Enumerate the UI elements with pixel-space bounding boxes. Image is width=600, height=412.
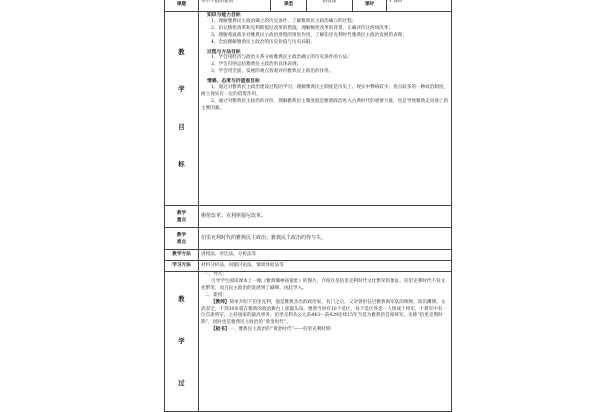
learning-method-text: 材料分析法，问题讨论法，情境体验法等 xyxy=(199,261,452,272)
process-content xyxy=(199,272,452,412)
goals-char-2: 学 xyxy=(178,85,185,94)
process-line: 二、新授： xyxy=(204,292,227,298)
key-points-label-1: 教学 xyxy=(176,210,187,216)
knowledge-item: 4、全面理解雅典民主政治的历史价值与历史局限。 xyxy=(211,39,315,45)
goals-row xyxy=(165,12,452,206)
process-char-1: 教 xyxy=(178,295,185,304)
process-line: 一、导入： xyxy=(204,272,227,277)
topic-value: 卓尔不群的雅典 xyxy=(199,0,271,12)
hours-label: 课时 xyxy=(353,0,387,12)
board-text: 一、雅典民主政治的“黄金时代”——伯里克利时期 xyxy=(229,327,331,333)
process-line: 引导学生阅读课本上一幅《雅典娜神庙遗址》的图片，介绍这是伯里克利时代文化繁荣的象征，伯里克利时代不仅文化繁荣，而且民主政治的发展到了巅峰。由此导入。 xyxy=(201,278,446,291)
lesson-plan-table xyxy=(164,0,452,412)
knowledge-item: 1、理解雅典民主政治确立的历史条件，了解雅典民主政治确立的过程； xyxy=(211,18,357,24)
emotion-item: 2、通过对雅典民主政治的评价，理解雅典民主制度既是雅典政治进入古典时代的重要力量，也是导致雅典走向衰亡的主要因素。 xyxy=(201,98,449,111)
learning-method-label: 学习方法 xyxy=(165,261,199,272)
goals-char-4: 标 xyxy=(178,160,185,169)
hours-value: 1 课时 xyxy=(387,0,452,12)
learning-method-row xyxy=(165,261,452,272)
difficulty-row xyxy=(165,228,452,250)
goals-char-1: 教 xyxy=(178,47,185,56)
knowledge-item: 3、理解希波战争对雅典民主政治进程的推进作用，了解伯里克利时代雅典民主政治发展的表现； xyxy=(211,32,407,38)
process-item: 2、学会归纳总结雅典民主政治的具体表现； xyxy=(211,62,302,68)
process-side-label xyxy=(165,272,199,412)
difficulty-label xyxy=(165,228,199,250)
difficulty-label-1: 教学 xyxy=(176,232,187,238)
goals-side-label xyxy=(165,12,199,206)
goals-content xyxy=(199,12,452,206)
key-points-text: 梭伦改革；克利斯提尼改革。 xyxy=(199,206,452,228)
process-item: 1、学会用经济与政治关系分析雅典民主政治确立的历史条件的方法； xyxy=(211,55,352,61)
teacher-tag: 【教师】 xyxy=(211,299,230,305)
difficulty-label-2: 难点 xyxy=(176,239,187,245)
difficulty-text: 伯里克利时代的雅典民主政治；雅典民主政治的得与失。 xyxy=(199,228,452,250)
teaching-method-text: 讲授法、对比法、分析法等 xyxy=(199,250,452,261)
key-points-label xyxy=(165,206,199,228)
goals-char-3: 目 xyxy=(178,122,185,131)
board-paragraph xyxy=(201,327,449,334)
board-tag: 【板书】 xyxy=(211,327,230,333)
header-row xyxy=(165,0,452,12)
knowledge-title: 知识与能力目标 xyxy=(207,12,241,18)
process-title: 过程与方法目标 xyxy=(207,48,241,55)
teacher-paragraph xyxy=(201,300,449,328)
teacher-text: 简单介绍下伯里克利，他是雅典杰出的政治家，名门之后，父亲曾担任过雅典海军队的统帅，知识渊博。文武双全，不到30岁就在雅典的政治舞台上崭露头角。雅典当时有10个选区，每个选区各选一人组成十将军，十将军中有一位首席将军，主持国家的最高事务。伯里克利从公元前443～前429连续15年当选为雅典的首席将军，史称“伯里克利时期”，同时也是雅典民主政治的“黄金时代”。 xyxy=(201,299,447,326)
emotion-item: 1、通过对雅典民主政治建设过程的学习，理解雅典民主制度是历史上、现实中弊病较少、优点较多的一种政治制度，树立现实有一定的借鉴作用。 xyxy=(201,85,449,97)
process-item: 3、学会用全面、发展的观点客观评价雅典民主政治的作用。 xyxy=(211,69,334,75)
teaching-method-label: 教学方法 xyxy=(165,250,199,261)
emotion-title: 情感、态度与价值观目标 xyxy=(207,78,260,85)
process-char-3: 过 xyxy=(178,378,185,387)
process-char-2: 学 xyxy=(178,337,185,346)
topic-label: 课题 xyxy=(165,0,199,12)
type-value: 新授课 xyxy=(307,0,353,12)
type-label: 课型 xyxy=(271,0,307,12)
process-row xyxy=(165,272,452,412)
knowledge-item: 2、识记梭伦改革和克利斯提尼改革的措施，理解梭伦改革的背景，正确评价这两场改革； xyxy=(211,25,394,31)
key-points-row xyxy=(165,206,452,228)
teaching-method-row xyxy=(165,250,452,261)
key-points-label-2: 重点 xyxy=(176,217,187,223)
